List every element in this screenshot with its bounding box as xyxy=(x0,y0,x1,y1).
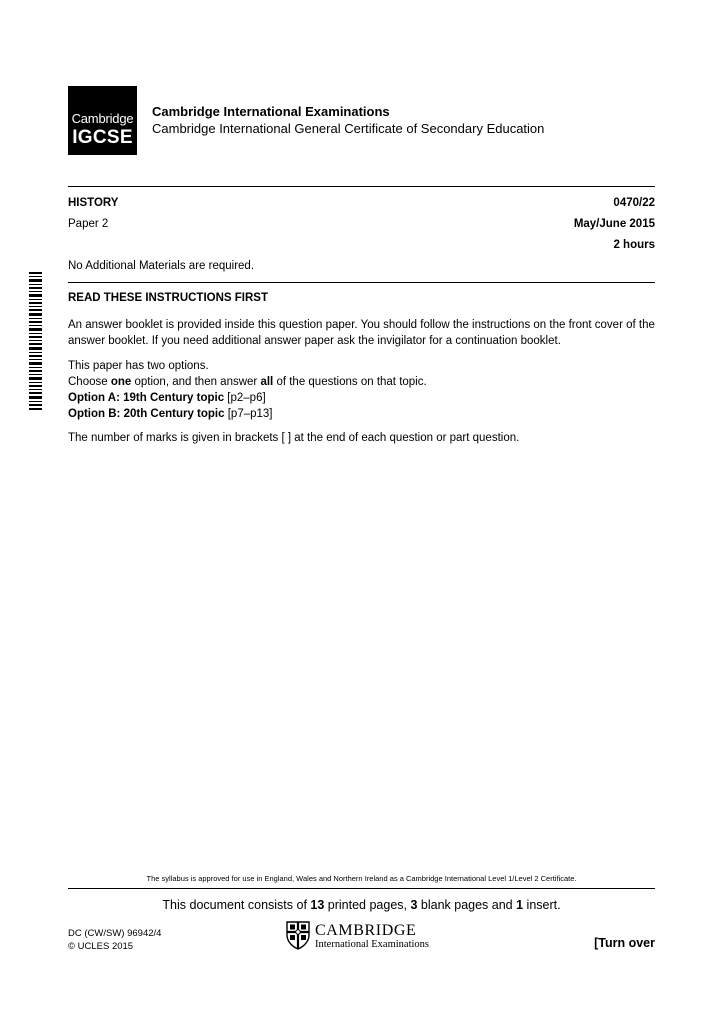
choose-line xyxy=(68,376,427,388)
exam-session: May/June 2015 xyxy=(573,218,655,230)
option-a-pages: [p2–p6] xyxy=(224,392,266,404)
candidate-barcode xyxy=(29,270,42,412)
instructions-heading: READ THESE INSTRUCTIONS FIRST xyxy=(68,292,268,304)
turn-over: [Turn over xyxy=(594,936,655,950)
inserts-count: 1 xyxy=(516,898,524,912)
choose-all: all xyxy=(260,376,274,388)
document-codes xyxy=(68,927,161,953)
blank-pages-count: 3 xyxy=(410,898,418,912)
cambridge-wordmark: CAMBRIDGE xyxy=(315,922,417,939)
consists-pre: This document consists of xyxy=(162,898,311,912)
option-b-pages: [p7–p13] xyxy=(224,408,273,420)
option-a-label: Option A: 19th Century topic xyxy=(68,392,225,404)
option-a-line xyxy=(68,392,266,404)
paper-label: Paper 2 xyxy=(68,218,109,230)
cambridge-sub-wordmark: International Examinations xyxy=(315,939,430,950)
choose-mid: option, and then answer xyxy=(131,376,261,388)
page-count-line xyxy=(68,898,655,912)
exam-duration: 2 hours xyxy=(613,239,655,251)
materials-note: No Additional Materials are required. xyxy=(68,260,255,272)
instructions-rule xyxy=(68,282,655,283)
option-b-line xyxy=(68,408,273,420)
consists-mid-1: printed pages, xyxy=(324,898,411,912)
org-name: Cambridge International Examinations xyxy=(152,104,390,119)
printed-pages-count: 13 xyxy=(310,898,325,912)
consists-mid-2: blank pages and xyxy=(417,898,517,912)
choose-post: of the questions on that topic. xyxy=(273,376,427,388)
option-b-label: Option B: 20th Century topic xyxy=(68,408,225,420)
header-rule xyxy=(68,186,655,187)
paper-code: 0470/22 xyxy=(613,197,655,209)
marks-note: The number of marks is given in brackets [ ] at the end of each question or part question. xyxy=(68,432,520,444)
logo-line-igcse: IGCSE xyxy=(72,127,133,148)
instructions-paragraph-1: An answer booklet is provided inside this question paper. You should follow the instructions on the front cover of the answer booklet. If you need additional answer paper ask the invigilator for a continuation booklet. xyxy=(68,319,655,347)
dc-code: DC (CW/SW) 96942/4 xyxy=(68,928,162,939)
org-subtitle: Cambridge International General Certificate of Secondary Education xyxy=(152,121,545,136)
copyright: © UCLES 2015 xyxy=(68,941,134,952)
subject-title: HISTORY xyxy=(68,197,119,209)
syllabus-note: The syllabus is approved for use in England, Wales and Northern Ireland as a Cambridge International Level 1/Level 2 Certificate. xyxy=(146,874,577,883)
consists-post: insert. xyxy=(523,898,561,912)
cambridge-igcse-logo xyxy=(68,86,137,155)
footer-rule xyxy=(68,888,655,889)
barcode-graphic xyxy=(29,270,42,412)
options-intro: This paper has two options. xyxy=(68,360,209,372)
choose-one: one xyxy=(110,376,132,388)
cambridge-shield-icon xyxy=(286,921,310,950)
choose-pre: Choose xyxy=(68,376,111,388)
logo-line-cambridge: Cambridge xyxy=(71,111,134,126)
